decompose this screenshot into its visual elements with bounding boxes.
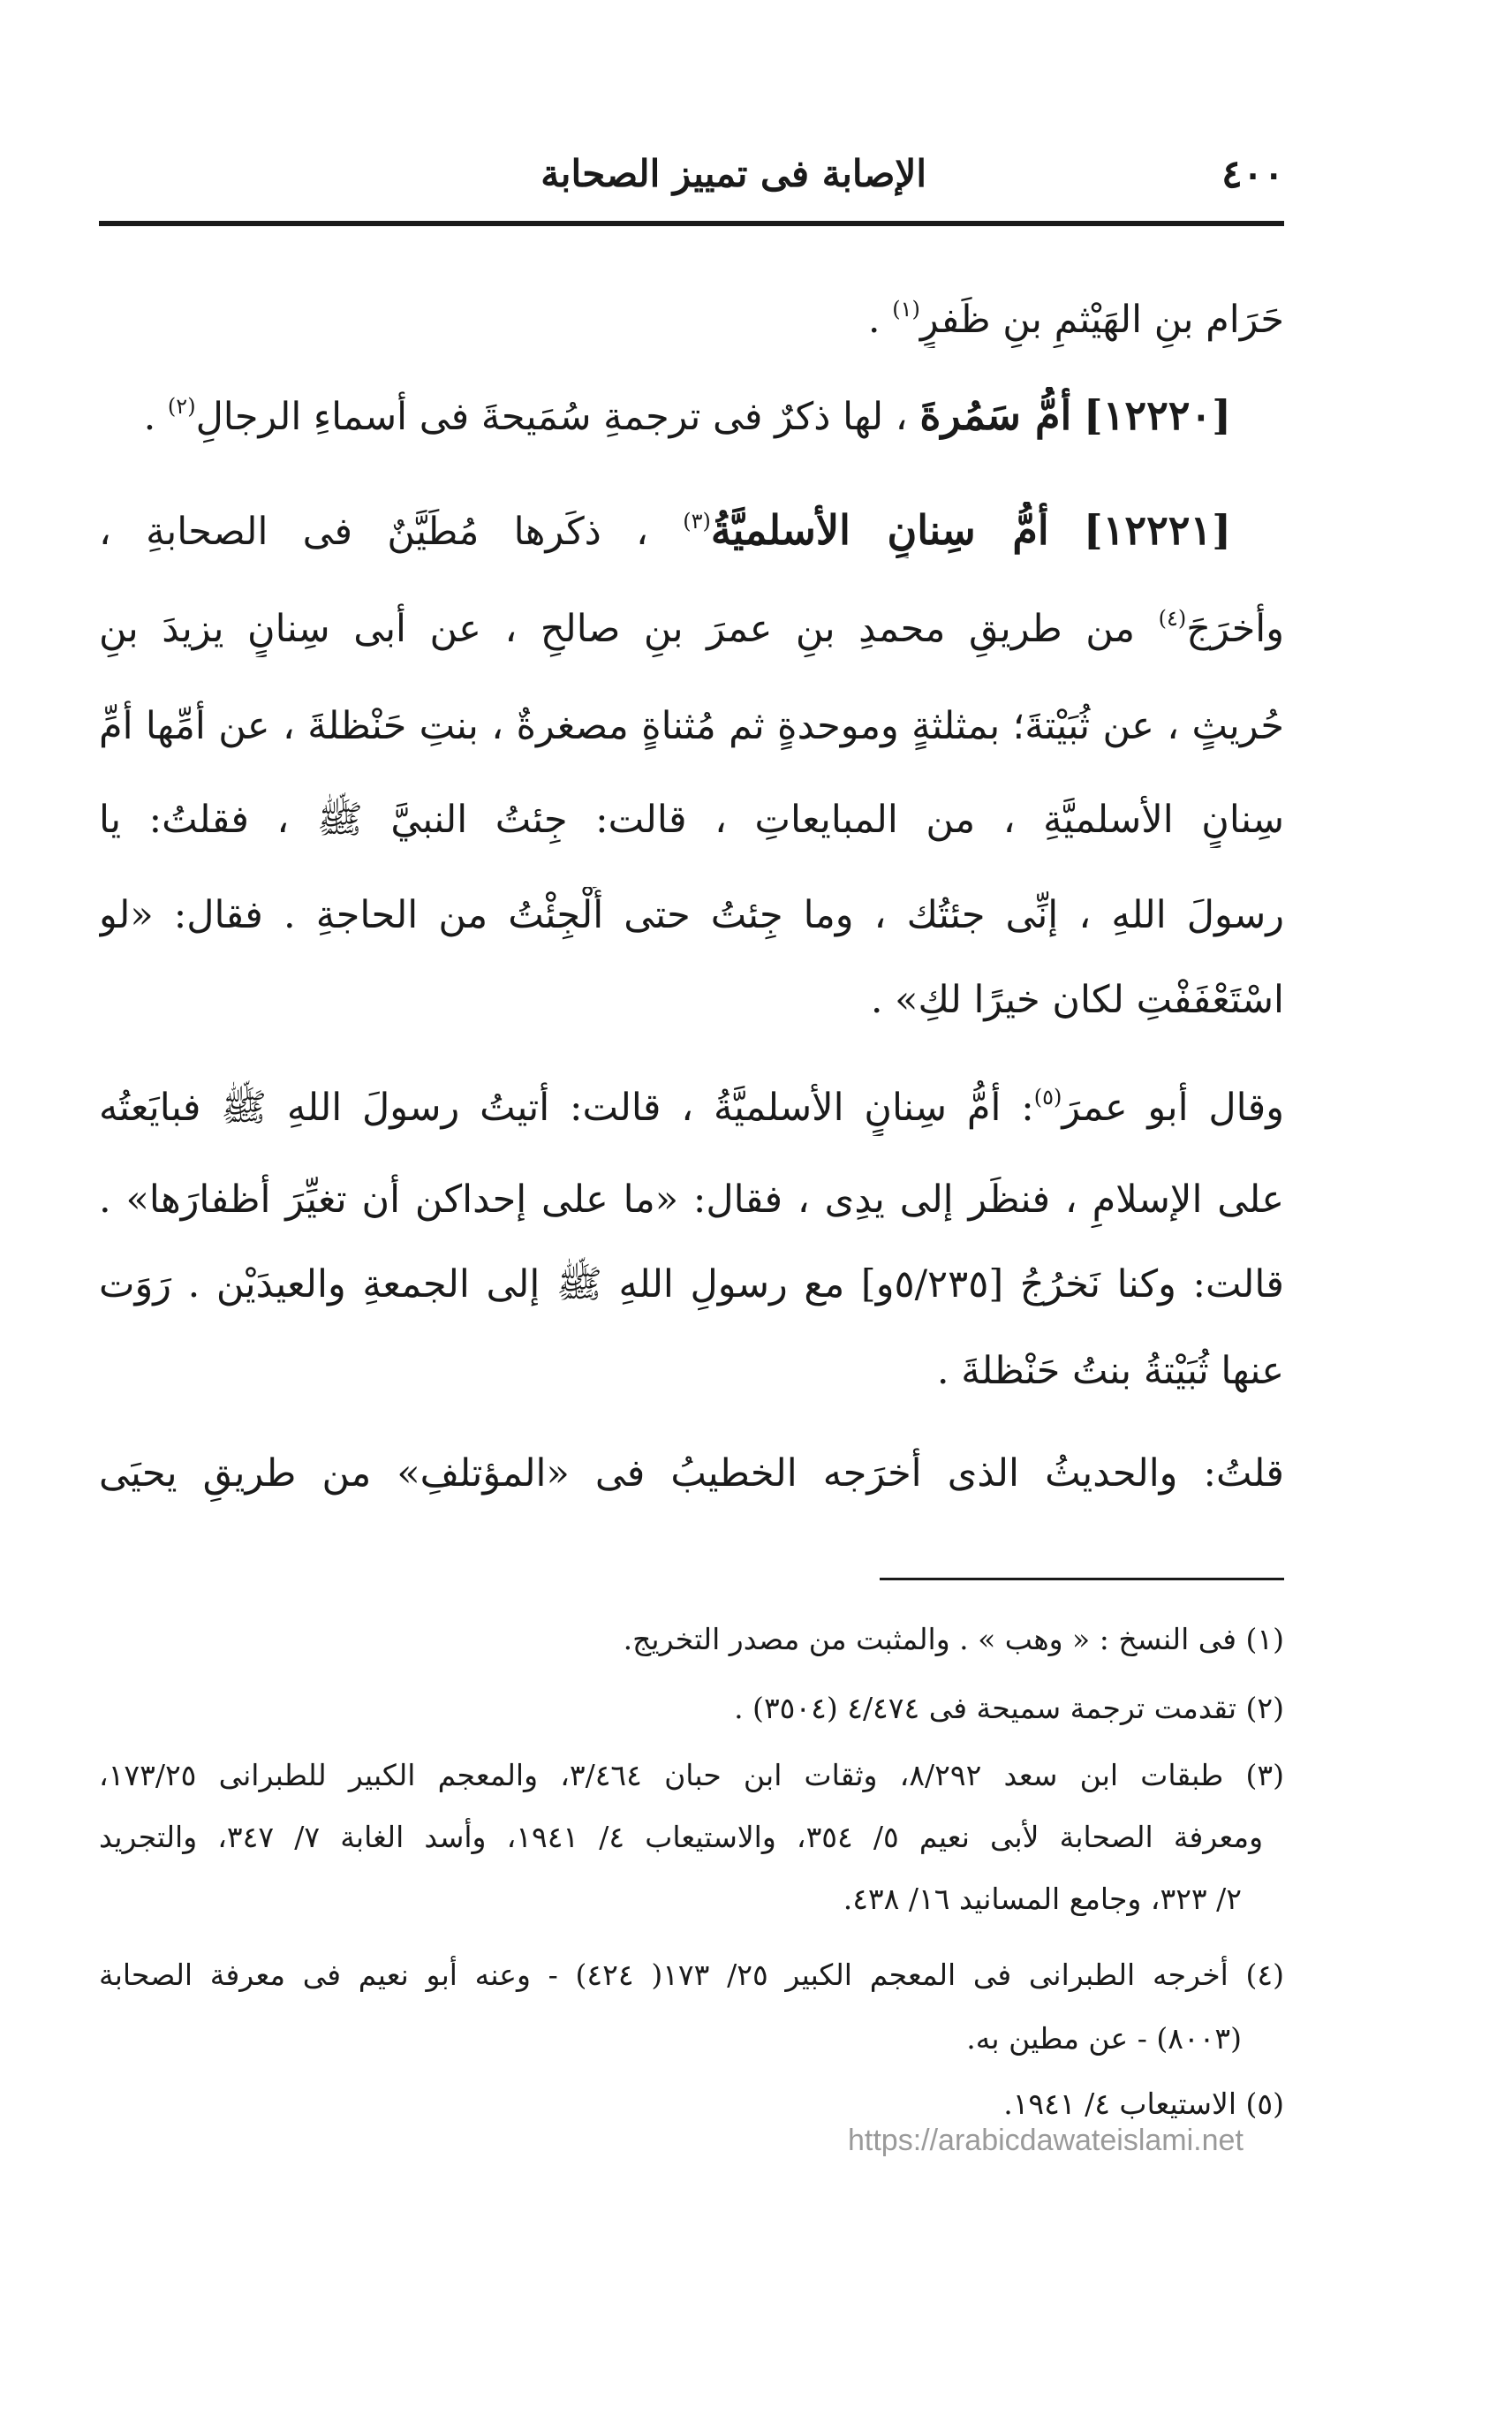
footnote-3-line-3: ٢/ ٣٢٣، وجامع المسانيد ١٦/ ٤٣٨. — [843, 1882, 1242, 1916]
footnote-ref-4: (٤) — [1158, 606, 1187, 631]
footnote-ref-2: (٢) — [167, 394, 196, 419]
text-line-12: عنها ثُبَيْتةُ بنتُ حَنْظلةَ . — [936, 1349, 1284, 1393]
text-line-4 — [99, 601, 1284, 657]
page-number: ٤٠٠ — [1221, 152, 1284, 197]
text-segment: من طريقِ محمدِ بنِ عمرَ بنِ صالحٍ ، عن أبى سِنانٍ يزيدَ بنِ — [99, 607, 1159, 651]
footnote-4-line-1: (٤) أخرجه الطبرانى فى المعجم الكبير ٢٥/ ١٧٣( ٤٢٤) - وعنه أبو نعيم فى معرفة الصحابة — [99, 1958, 1284, 1992]
text-line-13: قلتُ: والحديثُ الذى أخرَجه الخطيبُ فى «المؤتلفِ» من طريقِ يحيَى — [99, 1451, 1284, 1496]
text-line-9 — [99, 1079, 1284, 1136]
text-segment: حَرَام بنِ الهَيْثمِ بنِ ظَفرٍ — [919, 298, 1284, 342]
footnote-1: (١) فى النسخ : « وهب » . والمثبت من مصدر التخريج. — [623, 1622, 1284, 1656]
header-rule — [99, 221, 1284, 226]
footnote-rule — [880, 1578, 1284, 1580]
entry-text: ، لها ذكرٌ فى ترجمةِ سُمَيحةَ فى أسماءِ الرجالِ — [195, 395, 908, 439]
entry-12220 — [99, 387, 1284, 443]
text-line-8: اسْتَعْفَفْتِ لكان خيرًا لكِ» . — [870, 978, 1284, 1022]
text-line-10: على الإسلامِ ، فنظَر إلى يدِى ، فقال: «ما على إحداكن أن تغيِّرَ أظفارَها» . — [99, 1178, 1284, 1222]
footnote-ref-3: (٣) — [683, 509, 711, 534]
footnote-5: (٥) الاستيعاب ٤/ ١٩٤١. — [1003, 2087, 1284, 2121]
running-header — [99, 148, 1284, 201]
footnote-ref-5: (٥) — [1033, 1085, 1062, 1110]
entry-number: [١٢٢٢٠] — [1083, 391, 1231, 439]
watermark-url: https://arabicdawateislami.net — [848, 2124, 1244, 2157]
entry-text: ، ذكَرها مُطَيَّنٌ فى الصحابةِ ، — [99, 510, 648, 554]
entry-name: أمُّ سَمُرةَ — [919, 391, 1072, 439]
footnote-ref-1: (١) — [892, 297, 920, 322]
text-segment: . — [867, 298, 893, 342]
entry-name: أمُّ سِنانٍ الأسلميَّةُ — [710, 506, 1049, 554]
footnote-3-line-1: (٣) طبقات ابن سعد ٨/٢٩٢، وثقات ابن حبان ٣/٤٦٤، والمعجم الكبير للطبرانى ١٧٣/٢٥، — [99, 1758, 1284, 1792]
text-line-5: حُريثٍ ، عن ثُبَيْتةَ؛ بمثلثةٍ وموحدةٍ ثم مُثناةٍ مصغرةٌ ، بنتِ حَنْظلةَ ، عن أمِّها أمِّ — [99, 704, 1284, 748]
text-segment: وقال أبو عمرَ — [1062, 1086, 1284, 1130]
text-line-6: سِنانٍ الأسلميَّةِ ، من المبايعاتِ ، قالت: جِئتُ النبيَّ ﷺ ، فقلتُ: يا — [99, 798, 1284, 842]
text-segment: وأخرَجَ — [1186, 607, 1284, 651]
text-line-11: قالت: وكنا نَخرُجُ [٥/٢٣٥و] مع رسولِ اللهِ ﷺ إلى الجمعةِ والعيدَيْن . رَوَت — [99, 1262, 1284, 1306]
entry-12221 — [99, 502, 1284, 558]
text-segment: : أمُّ سِنانٍ الأسلميَّةُ ، قالت: أتيتُ رسولَ اللهِ ﷺ فبايَعتُه — [99, 1086, 1034, 1130]
text-segment: . — [143, 395, 168, 439]
entry-number: [١٢٢٢١] — [1083, 506, 1231, 554]
text-line-7: رسولَ اللهِ ، إنِّى جئتُك ، وما جِئتُ حتى أُلْجِئْتُ من الحاجةِ . فقال: «لو — [99, 893, 1284, 937]
footnote-4-line-2: (٨٠٠٣) - عن مطين به. — [966, 2021, 1242, 2056]
footnote-3-line-2: ومعرفة الصحابة لأبى نعيم ٥/ ٣٥٤، والاستيعاب ٤/ ١٩٤١، وأسد الغابة ٧/ ٣٤٧، والتجريد — [99, 1820, 1264, 1854]
running-title: الإصابة فى تمييز الصحابة — [541, 152, 926, 195]
footnote-2: (٢) تقدمت ترجمة سميحة فى ٤/٤٧٤ (٣٥٠٤) . — [734, 1691, 1284, 1725]
text-line-1 — [99, 292, 1284, 348]
